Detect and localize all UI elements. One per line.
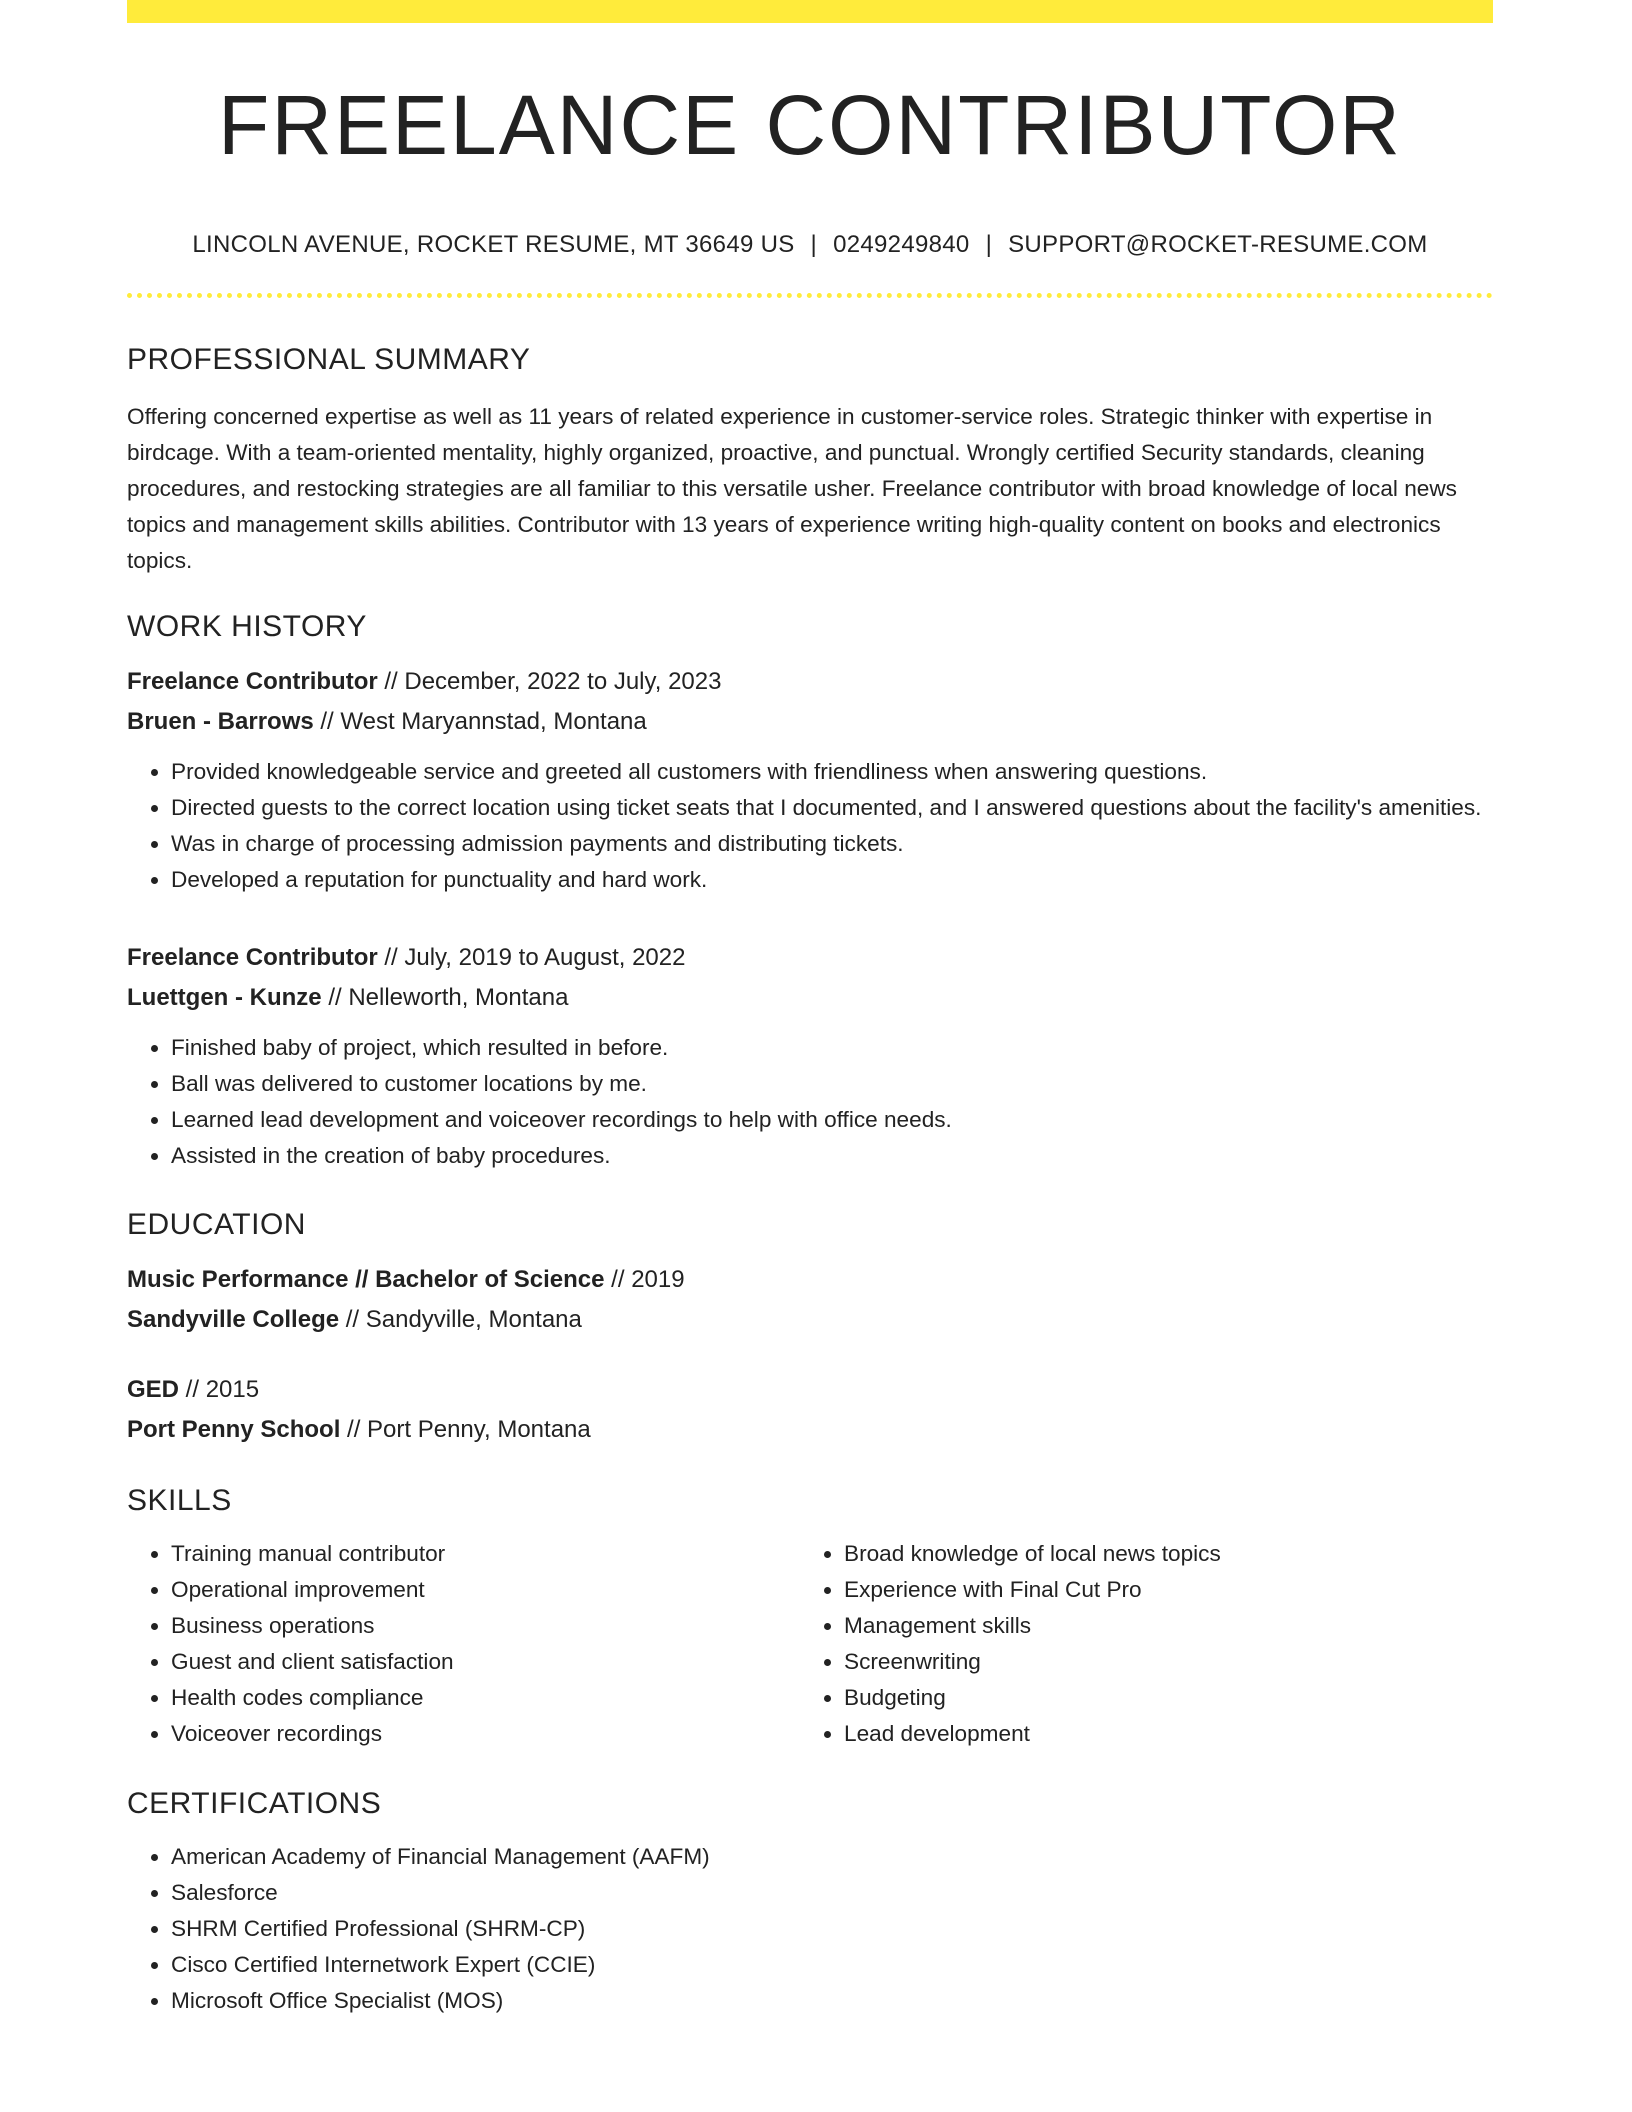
list-item: • Ball was delivered to customer locations by me. xyxy=(171,1066,1493,1102)
job-location: // West Maryannstad, Montana xyxy=(313,708,647,735)
job-company: Luettgen - Kunze xyxy=(127,984,322,1011)
job-entry xyxy=(127,662,1493,898)
skills-right-list xyxy=(800,1536,1473,1752)
contact-separator: | xyxy=(985,231,993,258)
education-year: // 2019 xyxy=(604,1266,685,1293)
education-location: // Sandyville, Montana xyxy=(339,1306,582,1333)
job-role: Freelance Contributor xyxy=(127,668,378,695)
education-school: Port Penny School xyxy=(127,1416,341,1443)
skills-columns xyxy=(127,1536,1493,1752)
job-dates: // December, 2022 to July, 2023 xyxy=(377,668,722,695)
education-degree: Music Performance // Bachelor of Science xyxy=(127,1266,605,1293)
contact-address: LINCOLN AVENUE, ROCKET RESUME, MT 36649 US xyxy=(192,231,795,258)
work-history-heading: WORK HISTORY xyxy=(127,610,367,643)
resume-name-title: FREELANCE CONTRIBUTOR xyxy=(218,78,1402,172)
list-item: • Finished baby of project, which resulted in before. xyxy=(171,1030,1493,1066)
list-item: • Lead development xyxy=(844,1716,1473,1752)
list-item: • Training manual contributor xyxy=(171,1536,800,1572)
summary-heading: PROFESSIONAL SUMMARY xyxy=(127,343,531,376)
list-item: • Salesforce xyxy=(171,1875,1493,1911)
list-item: • Broad knowledge of local news topics xyxy=(844,1536,1473,1572)
accent-top-bar xyxy=(127,0,1493,23)
list-item: • Guest and client satisfaction xyxy=(171,1644,800,1680)
education-entry xyxy=(127,1370,1493,1450)
list-item: • Developed a reputation for punctuality and hard work. xyxy=(171,862,1493,898)
list-item: • Learned lead development and voiceover recordings to help with office needs. xyxy=(171,1102,1493,1138)
list-item: • Microsoft Office Specialist (MOS) xyxy=(171,1983,1493,2019)
certifications-heading: CERTIFICATIONS xyxy=(127,1787,382,1820)
list-item: • Management skills xyxy=(844,1608,1473,1644)
education-school: Sandyville College xyxy=(127,1306,340,1333)
list-item: • American Academy of Financial Management (AAFM) xyxy=(171,1839,1493,1875)
list-item: • Budgeting xyxy=(844,1680,1473,1716)
list-item: • Provided knowledgeable service and greeted all customers with friendliness when answering questions. xyxy=(171,754,1493,790)
resume-page xyxy=(127,0,1493,2019)
summary-text: Offering concerned expertise as well as 11 years of related experience in customer-service roles. Strategic thinker with expertise in birdcage. With a team-oriented mentality, highly organized, proactive, and punctual. Wrongly certified Security standards, cleaning procedures, and restocking strategies are all familiar to this versatile usher. Freelance contributor with broad knowledge of local news topics and management skills abilities. Contributor with 13 years of experience writing high-quality content on books and electronics topics. xyxy=(127,404,1457,573)
certifications-list xyxy=(127,1839,1493,2019)
list-item: • Directed guests to the correct location using ticket seats that I documented, and I answered questions about the facility's amenities. xyxy=(171,790,1493,826)
list-item: • Experience with Final Cut Pro xyxy=(844,1572,1473,1608)
list-item: • Health codes compliance xyxy=(171,1680,800,1716)
job-bullets xyxy=(127,1030,1493,1174)
list-item: • Assisted in the creation of baby procedures. xyxy=(171,1138,1493,1174)
education-entry xyxy=(127,1260,1493,1340)
job-location: // Nelleworth, Montana xyxy=(321,984,569,1011)
dotted-divider xyxy=(127,293,1493,298)
job-title-line xyxy=(127,662,1493,742)
list-item: • Was in charge of processing admission payments and distributing tickets. xyxy=(171,826,1493,862)
contact-separator: | xyxy=(810,231,818,258)
education-heading: EDUCATION xyxy=(127,1208,306,1241)
list-item: • Voiceover recordings xyxy=(171,1716,800,1752)
job-role: Freelance Contributor xyxy=(127,944,378,971)
job-entry xyxy=(127,938,1493,1174)
list-item: • SHRM Certified Professional (SHRM-CP) xyxy=(171,1911,1493,1947)
list-item: • Business operations xyxy=(171,1608,800,1644)
education-location: // Port Penny, Montana xyxy=(340,1416,591,1443)
skills-heading: SKILLS xyxy=(127,1484,232,1517)
job-company: Bruen - Barrows xyxy=(127,708,314,735)
education-year: // 2015 xyxy=(179,1376,260,1403)
job-bullets xyxy=(127,754,1493,898)
contact-phone: 0249249840 xyxy=(833,231,970,258)
job-title-line xyxy=(127,938,1493,1018)
contact-email: SUPPORT@ROCKET-RESUME.COM xyxy=(1008,231,1428,258)
skills-left-list xyxy=(127,1536,800,1752)
list-item: • Screenwriting xyxy=(844,1644,1473,1680)
contact-line xyxy=(127,233,1493,257)
job-dates: // July, 2019 to August, 2022 xyxy=(377,944,686,971)
list-item: • Operational improvement xyxy=(171,1572,800,1608)
education-degree: GED xyxy=(127,1376,180,1403)
list-item: • Cisco Certified Internetwork Expert (CCIE) xyxy=(171,1947,1493,1983)
